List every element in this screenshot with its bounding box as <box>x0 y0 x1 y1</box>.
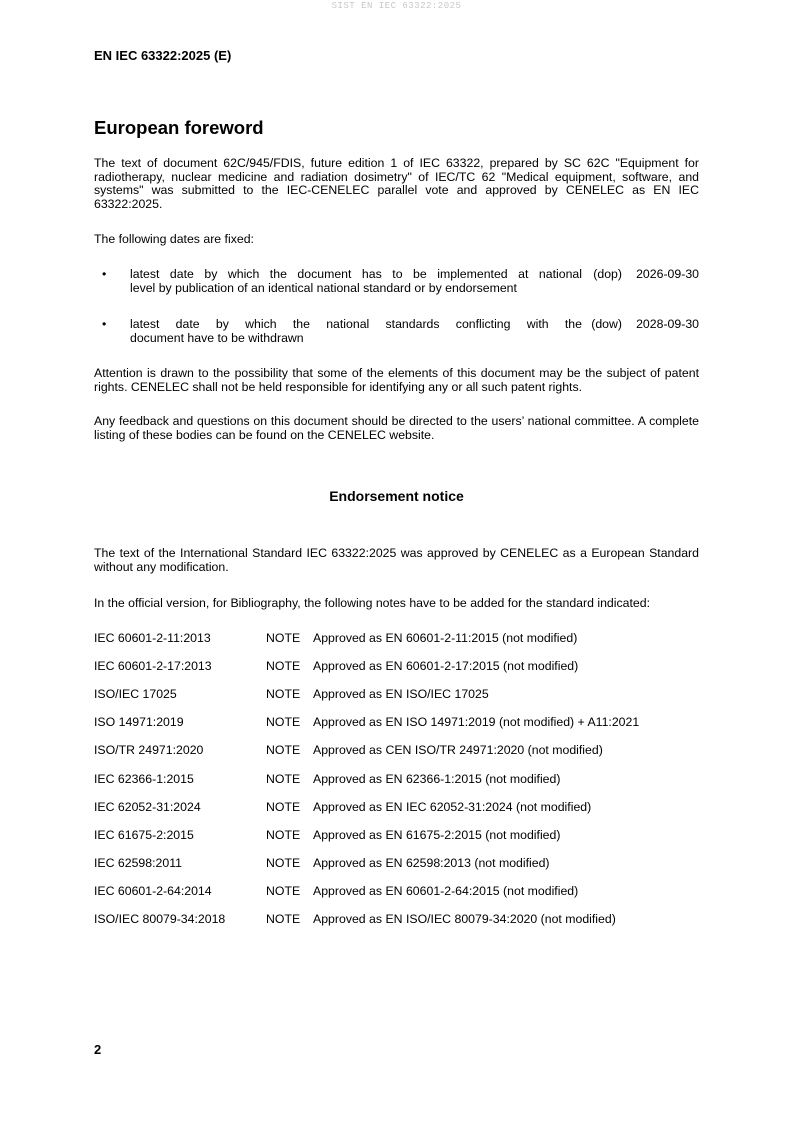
note-label: NOTE <box>266 799 301 814</box>
note-row <box>94 885 699 899</box>
note-text: Approved as EN ISO 14971:2019 (not modified) + A11:2021 <box>313 715 640 730</box>
note-label: NOTE <box>266 743 301 758</box>
note-reference: IEC 62598:2011 <box>94 855 182 870</box>
note-row <box>94 801 699 815</box>
date-value: 2026-09-30 <box>636 267 699 281</box>
date-item-dow <box>94 318 699 345</box>
bullet: • <box>102 317 107 331</box>
note-row <box>94 913 699 927</box>
note-reference: ISO/TR 24971:2020 <box>94 743 204 758</box>
note-reference: ISO/IEC 17025 <box>94 687 177 702</box>
note-text: Approved as EN IEC 62052-31:2024 (not modified) <box>313 799 592 814</box>
note-reference: IEC 61675-2:2015 <box>94 827 194 842</box>
date-desc-line1: latest date by which the national standards conflicting with the <box>130 317 582 331</box>
date-code: (dow) <box>591 317 622 331</box>
note-text: Approved as EN ISO/IEC 80079-34:2020 (not modified) <box>313 912 616 926</box>
note-label: NOTE <box>266 771 301 786</box>
bullet: • <box>102 267 107 281</box>
note-label: NOTE <box>266 912 301 926</box>
note-text: Approved as EN 62598:2013 (not modified) <box>313 855 550 870</box>
note-label: NOTE <box>266 715 301 730</box>
date-item-dop <box>94 268 699 295</box>
note-text: Approved as EN ISO/IEC 17025 <box>313 687 489 702</box>
note-row <box>94 773 699 787</box>
note-row <box>94 632 699 646</box>
date-value: 2028-09-30 <box>636 317 699 331</box>
note-reference: IEC 60601-2-11:2013 <box>94 631 211 645</box>
note-row <box>94 660 699 674</box>
note-label: NOTE <box>266 659 301 674</box>
note-reference: IEC 60601-2-64:2014 <box>94 883 212 898</box>
date-desc-line2: document have to be withdrawn <box>130 330 304 345</box>
date-code: (dop) <box>593 267 622 281</box>
note-label: NOTE <box>266 883 301 898</box>
endorsement-title: Endorsement notice <box>329 488 464 504</box>
note-row <box>94 716 699 730</box>
notes-intro: In the official version, for Bibliography, the following notes have to be added for the standard indicated: <box>94 596 650 610</box>
note-reference: ISO/IEC 80079-34:2018 <box>94 912 226 926</box>
date-desc-line1: latest date by which the document has to be implemented at national <box>130 267 582 281</box>
foreword-intro: The text of document 62C/945/FDIS, future edition 1 of IEC 63322, prepared by SC 62C "Equipment for radiotherapy, nuclear medicine and radiation dosimetry" of IEC/TC 62 "Medical equipment, software, and systems" was submitted to the IEC-CENELEC parallel vote and approved by CENELEC as EN IEC 63322:2025. <box>94 156 699 211</box>
note-label: NOTE <box>266 631 301 645</box>
watermark: SIST EN IEC 63322:2025 <box>331 1 462 11</box>
feedback-paragraph: Any feedback and questions on this document should be directed to the users’ national committee. A complete listing of these bodies can be found on the CENELEC website. <box>94 414 699 442</box>
note-text: Approved as EN 61675-2:2015 (not modified) <box>313 827 561 842</box>
dates-intro: The following dates are fixed: <box>94 232 254 246</box>
document-header: EN IEC 63322:2025 (E) <box>94 48 232 63</box>
note-label: NOTE <box>266 855 301 870</box>
note-reference: IEC 60601-2-17:2013 <box>94 659 212 674</box>
page-number: 2 <box>94 1042 102 1057</box>
foreword-title: European foreword <box>94 117 264 138</box>
note-text: Approved as EN 60601-2-17:2015 (not modified) <box>313 659 579 674</box>
attention-paragraph: Attention is drawn to the possibility that some of the elements of this document may be the subject of patent rights. CENELEC shall not be held responsible for identifying any or all such patent rights. <box>94 366 699 394</box>
note-text: Approved as EN 60601-2-64:2015 (not modified) <box>313 883 579 898</box>
note-row <box>94 829 699 843</box>
note-reference: IEC 62052-31:2024 <box>94 799 201 814</box>
note-row <box>94 744 699 758</box>
note-text: Approved as CEN ISO/TR 24971:2020 (not modified) <box>313 743 603 758</box>
note-text: Approved as EN 62366-1:2015 (not modified) <box>313 771 561 786</box>
endorsement-text: The text of the International Standard IEC 63322:2025 was approved by CENELEC as a European Standard without any modification. <box>94 546 699 574</box>
note-label: NOTE <box>266 827 301 842</box>
note-text: Approved as EN 60601-2-11:2015 (not modified) <box>313 631 578 645</box>
note-reference: IEC 62366-1:2015 <box>94 771 194 786</box>
note-row <box>94 688 699 702</box>
note-reference: ISO 14971:2019 <box>94 715 184 730</box>
note-row <box>94 857 699 871</box>
date-desc-line2: level by publication of an identical national standard or by endorsement <box>130 280 517 295</box>
note-label: NOTE <box>266 687 301 702</box>
